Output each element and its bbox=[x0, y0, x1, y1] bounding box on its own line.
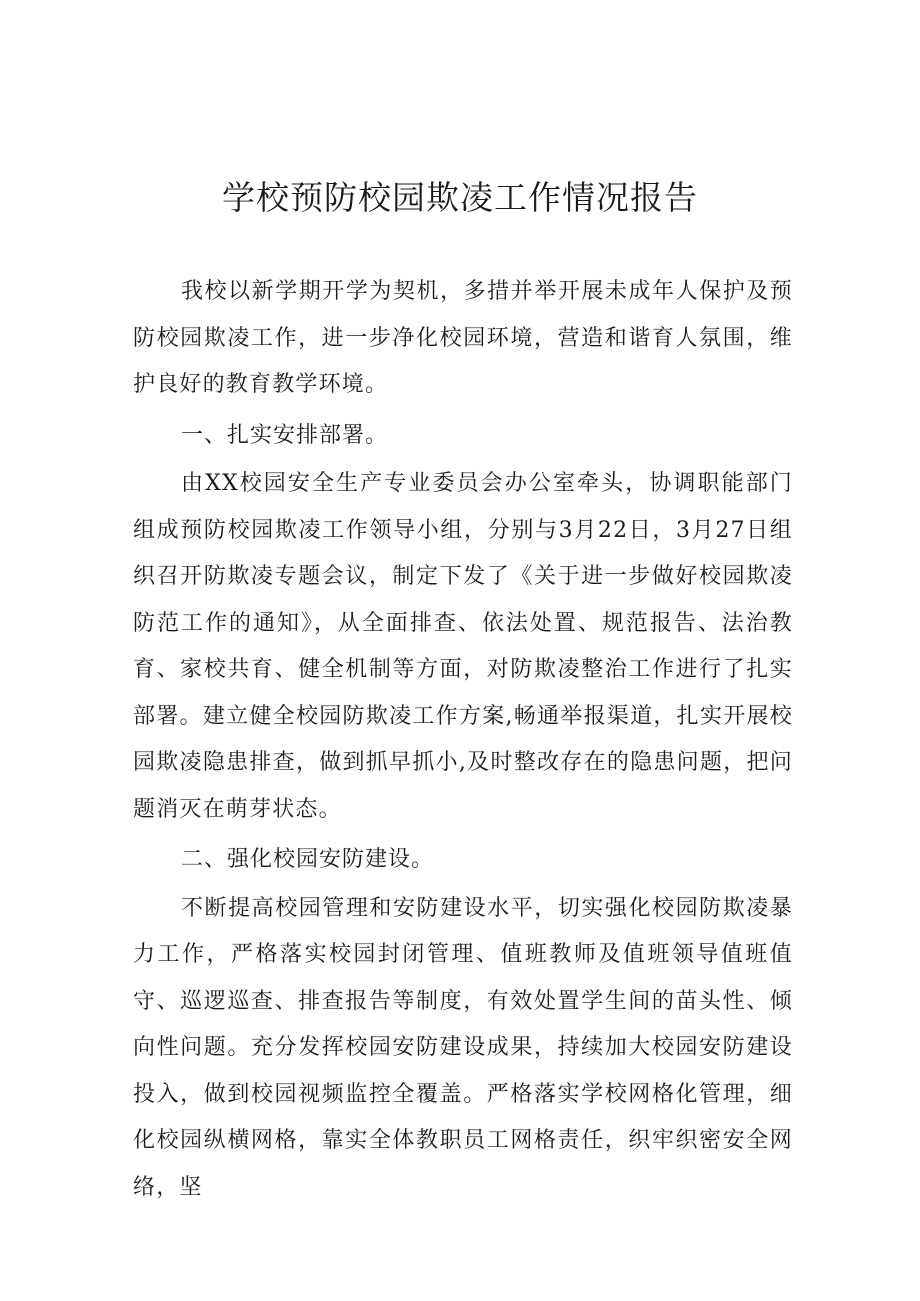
section-heading-1: 一、扎实安排部署。 bbox=[181, 422, 389, 448]
section-heading-2: 二、强化校园安防建设。 bbox=[181, 847, 435, 872]
section-body-2: 不断提高校园管理和安防建设水平，切实强化校园防欺凌暴力工作，严格落实校园封闭管理、值班教师及值班领导值班值守、巡逻巡查、排查报告等制度，有效处置学生间的苗头性、倾向性问题。充分发挥校园安防建设成果，持续加大校园安防建设投入，做到校园视频监控全覆盖。严格落实学校网格化管理，细化校园纵横网格，靠实全体教职员工网格责任，织牢织密安全网络，坚 bbox=[133, 895, 793, 1200]
document-body bbox=[133, 269, 793, 1211]
section-body-1: 由XX校园安全生产专业委员会办公室牵头，协调职能部门组成预防校园欺凌工作领导小组，分别与3月22日，3月27日组织召开防欺凌专题会议，制定下发了《关于进一步做好校园欺凌防范工作的通知》，从全面排查、依法处置、规范报告、法治教育、家校共育、健全机制等方面，对防欺凌整治工作进行了扎实部署。建立健全校园防欺凌工作方案,畅通举报渠道，扎实开展校园欺凌隐患排查，做到抓早抓小,及时整改存在的隐患问题，把问题消灭在萌芽状态。 bbox=[133, 471, 793, 822]
document-title: 学校预防校园欺凌工作情况报告 bbox=[222, 178, 698, 217]
intro-paragraph: 我校以新学期开学为契机，多措并举开展未成年人保护及预防校园欺凌工作，进一步净化校园环境，营造和谐育人氛围，维护良好的教育教学环境。 bbox=[133, 279, 793, 397]
